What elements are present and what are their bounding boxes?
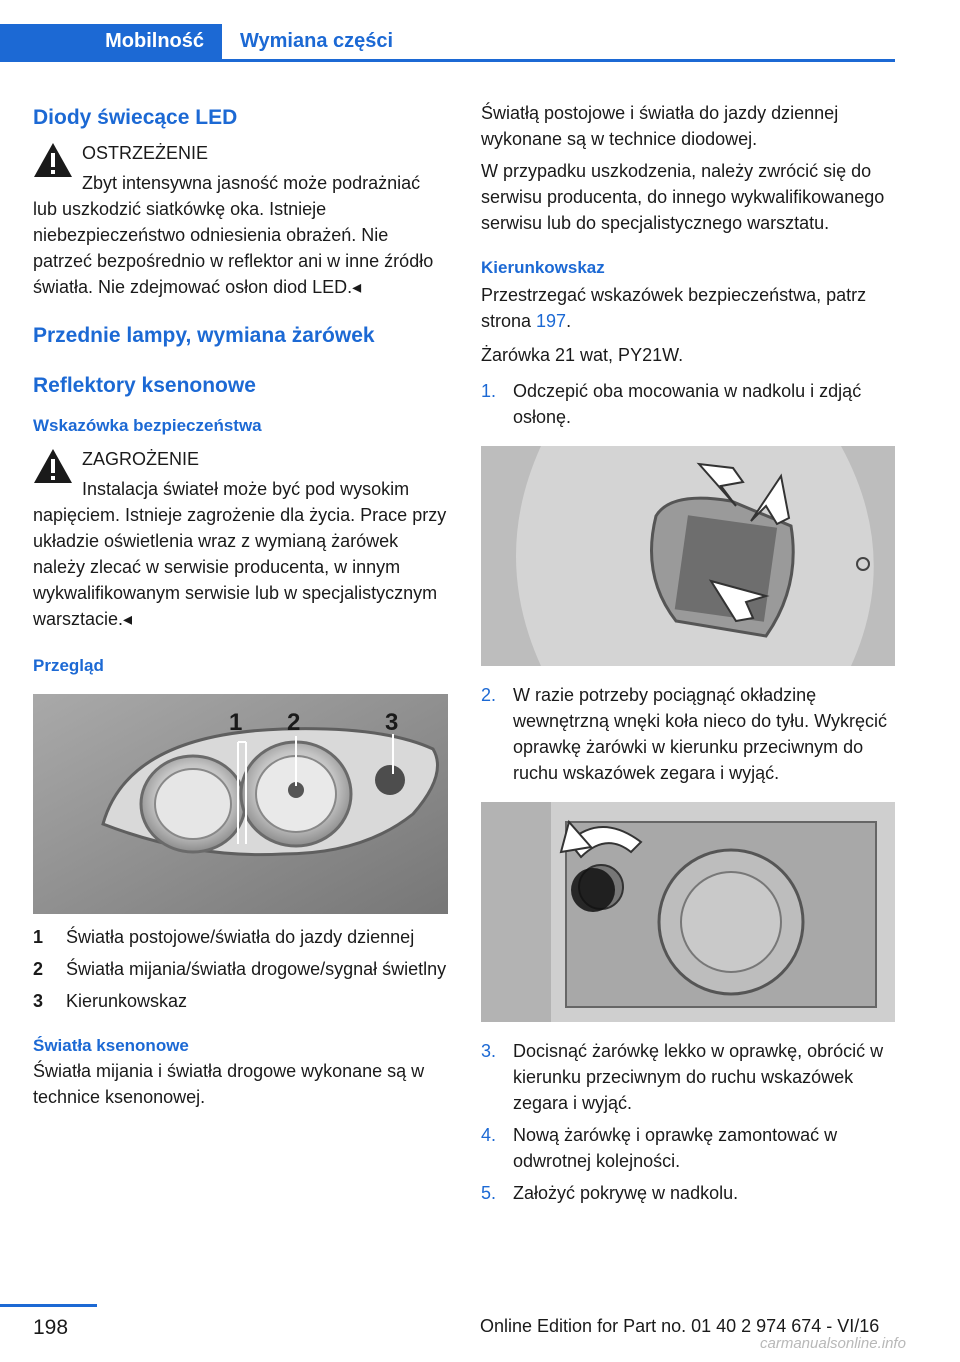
- callout-2: 2: [287, 709, 301, 736]
- wheel-arch-figure: [481, 446, 895, 666]
- safety-note: [481, 282, 895, 334]
- safety-note-suffix: .: [566, 311, 572, 331]
- footer-rule: [0, 1304, 97, 1307]
- edition-text: Online Edition for Part no. 01 40 2 974 674 - VI/16: [480, 1316, 880, 1336]
- bulb-holder-figure: [481, 802, 895, 1022]
- headlight-figure: [33, 694, 448, 914]
- heading-overview: Przegląd: [33, 656, 104, 675]
- step-text: Odczepić oba mocowania w nadkolu i zdjąć osłonę.: [513, 381, 862, 427]
- legend-text: Światła postojowe/światła do jazdy dziennej: [66, 927, 415, 947]
- step-number: 5.: [481, 1183, 497, 1203]
- step-item: [481, 682, 895, 786]
- warning-text: Instalacja świateł może być pod wysokim napięciem. Istnieje zagrożenie dla życia. Prace przy układzie oświetlenia wraz z wymianą żarówek należy zlecać w serwisie producenta, w innym wykwalifikowanym serwisie lub w specjalistycznym warsztacie.◂: [33, 479, 447, 629]
- heading-xenon-lights: Światła ksenonowe: [33, 1036, 189, 1055]
- step-number: 3.: [481, 1041, 497, 1061]
- step-text: W razie potrzeby pociągnąć okładzinę wewnętrzną wnęki koła nieco do tyłu. Wykręcić oprawkę żarówki w kierunku przeciwnym do ruchu wskazówek zegara i wyjąć.: [513, 685, 887, 783]
- heading-front-lamps: Przednie lampy, wymiana żarówek: [33, 324, 375, 347]
- heading-led: Diody świecące LED: [33, 106, 238, 129]
- xenon-lights-text: Światła mijania i światła drogowe wykonane są w technice ksenonowej.: [33, 1061, 425, 1107]
- intro-paragraph-1: Światłą postojowe i światła do jazdy dziennej wykonane są w technice diodowej.: [481, 103, 839, 149]
- watermark: carmanualsonline.info: [760, 1335, 906, 1352]
- step-text: Docisnąć żarówkę lekko w oprawkę, obrócić w kierunku przeciwnym do ruchu wskazówek zegara i wyjąć.: [513, 1041, 884, 1113]
- warning-text: Zbyt intensywna jasność może podrażniać lub uszkodzić siatkówkę oka. Istnieje niebezpieczeństwo odniesienia obrażeń. Nie patrzeć bezpośrednio w reflektor ani w inne źródło światła. Nie zdejmować osłon diod LED.◂: [33, 173, 434, 297]
- header-tab-bar: [0, 24, 895, 62]
- page-number: 198: [33, 1316, 69, 1339]
- heading-xenon-reflectors: Reflektory ksenonowe: [33, 374, 256, 397]
- safety-note-text: Przestrzegać wskazówek bezpieczeństwa, patrz strona: [481, 285, 867, 331]
- legend-item: [33, 988, 448, 1014]
- step-number: 4.: [481, 1125, 497, 1145]
- bulb-spec: Żarówka 21 wat, PY21W.: [481, 345, 684, 365]
- warning-title: OSTRZEŻENIE: [82, 143, 209, 163]
- step-number: 1.: [481, 381, 497, 401]
- tab-mobilnosc[interactable]: Mobilność: [0, 24, 222, 59]
- warning-box-danger: [33, 446, 448, 632]
- warning-box-led: [33, 140, 448, 300]
- page-link[interactable]: 197: [536, 311, 567, 331]
- legend-number: 3: [33, 991, 44, 1011]
- warning-icon: [33, 448, 73, 484]
- step-item: [481, 378, 895, 430]
- callout-1: 1: [229, 709, 243, 736]
- left-column: [33, 100, 448, 1110]
- step-item: [481, 1180, 895, 1206]
- wheel-arch-illustration: [481, 446, 895, 666]
- bulb-holder-illustration: [481, 802, 895, 1022]
- right-column: [481, 100, 895, 1206]
- step-text: Nową żarówkę i oprawkę zamontować w odwrotnej kolejności.: [513, 1125, 838, 1171]
- step-item: [481, 1038, 895, 1116]
- warning-icon: [33, 142, 73, 178]
- callout-3: 3: [385, 709, 399, 736]
- step-number: 2.: [481, 685, 497, 705]
- heading-safety-note: Wskazówka bezpieczeństwa: [33, 416, 262, 435]
- legend-number: 1: [33, 927, 44, 947]
- legend-text: Światła mijania/światła drogowe/sygnał świetlny: [66, 959, 447, 979]
- warning-title: ZAGROŻENIE: [82, 449, 200, 469]
- tab-wymiana-czesci[interactable]: Wymiana części: [240, 30, 394, 52]
- legend-number: 2: [33, 959, 44, 979]
- headlight-illustration: [33, 694, 448, 914]
- legend-text: Kierunkowskaz: [66, 991, 188, 1011]
- legend-item: [33, 924, 448, 950]
- heading-indicator: Kierunkowskaz: [481, 258, 605, 277]
- intro-paragraph-2: W przypadku uszkodzenia, należy zwrócić się do serwisu producenta, do innego wykwalifikowanego serwisu lub do specjalistycznego warsztatu.: [481, 161, 885, 233]
- step-text: Założyć pokrywę w nadkolu.: [513, 1183, 739, 1203]
- legend-item: [33, 956, 448, 982]
- step-item: [481, 1122, 895, 1174]
- legend-list: [33, 924, 448, 1014]
